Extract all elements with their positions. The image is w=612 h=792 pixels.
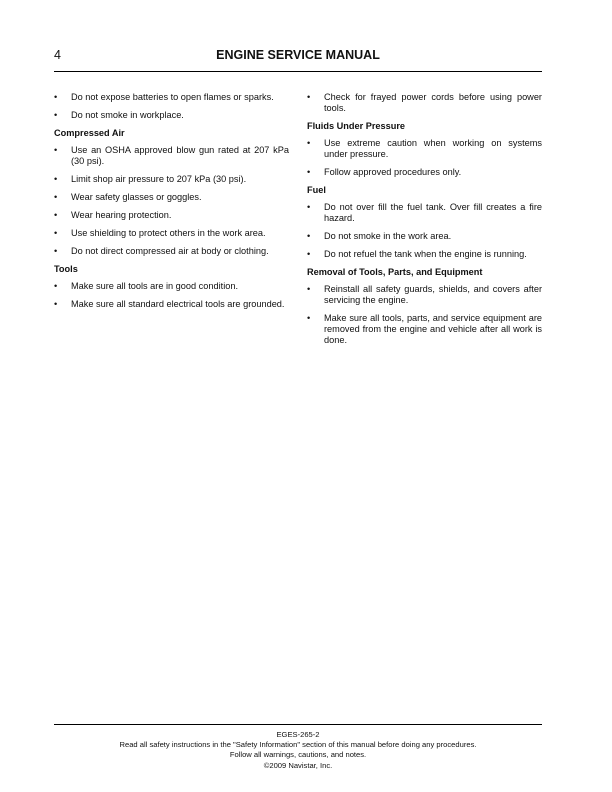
bullet-text: Make sure all tools are in good condition. [71, 281, 239, 291]
bullet-text: Limit shop air pressure to 207 kPa (30 psi). [71, 174, 247, 184]
section-heading-tools: Tools [54, 264, 78, 274]
bullet-text: Make sure all standard electrical tools are grounded. [71, 299, 285, 309]
bullet-glyph: • [54, 92, 58, 102]
bullet-text: Do not expose batteries to open flames or sparks. [71, 92, 274, 102]
page-number: 4 [54, 48, 61, 62]
bullet-glyph: • [307, 92, 311, 102]
list-item [54, 299, 289, 310]
section-heading-fluids-under-pressure: Fluids Under Pressure [307, 121, 406, 131]
list-item [307, 202, 542, 224]
bullet-text: Do not refuel the tank when the engine is running. [324, 249, 527, 259]
bullet-text: Do not smoke in workplace. [71, 110, 184, 120]
bullet-text: Use an OSHA approved blow gun rated at 207 kPa (30 psi). [71, 145, 289, 166]
warnings-notice: Follow all warnings, cautions, and notes. [229, 750, 367, 760]
list-item [307, 313, 542, 346]
left-column [54, 92, 289, 317]
right-column [307, 92, 542, 353]
bullet-text: Wear safety glasses or goggles. [71, 192, 202, 202]
bullet-text: Do not smoke in the work area. [324, 231, 452, 241]
list-item [54, 281, 289, 292]
bullet-glyph: • [307, 284, 311, 294]
list-item [307, 92, 542, 114]
bullet-glyph: • [307, 313, 311, 323]
list-item [54, 246, 289, 257]
bullet-glyph: • [307, 167, 311, 177]
bullet-text: Do not over fill the fuel tank. Over fill creates a fire hazard. [324, 202, 542, 223]
list-item [54, 210, 289, 221]
list-item [307, 231, 542, 242]
list-item [54, 192, 289, 203]
footer-rule [54, 724, 542, 725]
document-id: EGES-265-2 [276, 730, 320, 739]
bullet-text: Reinstall all safety guards, shields, and covers after servicing the engine. [324, 284, 542, 305]
header-rule [54, 71, 542, 72]
bullet-text: Do not direct compressed air at body or clothing. [71, 246, 269, 256]
list-item [307, 249, 542, 260]
manual-title: ENGINE SERVICE MANUAL [216, 48, 380, 62]
bullet-text: Wear hearing protection. [71, 210, 172, 220]
bullet-glyph: • [54, 174, 58, 184]
list-item [54, 228, 289, 239]
safety-notice: Read all safety instructions in the "Safety Information" section of this manual before doing any procedures. [119, 740, 477, 750]
page-footer [54, 730, 542, 771]
bullet-glyph: • [307, 202, 311, 212]
bullet-glyph: • [54, 145, 58, 155]
bullet-glyph: • [54, 228, 58, 238]
section-heading-compressed-air: Compressed Air [54, 128, 125, 138]
list-item [54, 110, 289, 121]
list-item [54, 145, 289, 167]
list-item [54, 174, 289, 185]
bullet-text: Use extreme caution when working on systems under pressure. [324, 138, 542, 159]
bullet-text: Make sure all tools, parts, and service equipment are removed from the engine and vehicle after all work is done. [324, 313, 542, 345]
bullet-glyph: • [307, 249, 311, 259]
bullet-text: Follow approved procedures only. [324, 167, 462, 177]
bullet-glyph: • [54, 299, 58, 309]
page-header [54, 48, 542, 68]
bullet-glyph: • [54, 281, 58, 291]
list-item [307, 138, 542, 160]
bullet-text: Check for frayed power cords before using power tools. [324, 92, 542, 113]
section-heading-fuel: Fuel [307, 185, 326, 195]
bullet-glyph: • [54, 246, 58, 256]
copyright: ©2009 Navistar, Inc. [263, 760, 333, 770]
list-item [54, 92, 289, 103]
bullet-glyph: • [307, 231, 311, 241]
bullet-glyph: • [54, 210, 58, 220]
list-item [307, 167, 542, 178]
bullet-glyph: • [54, 110, 58, 120]
section-heading-removal: Removal of Tools, Parts, and Equipment [307, 267, 483, 277]
bullet-glyph: • [54, 192, 58, 202]
bullet-glyph: • [307, 138, 311, 148]
bullet-text: Use shielding to protect others in the work area. [71, 228, 266, 238]
list-item [307, 284, 542, 306]
